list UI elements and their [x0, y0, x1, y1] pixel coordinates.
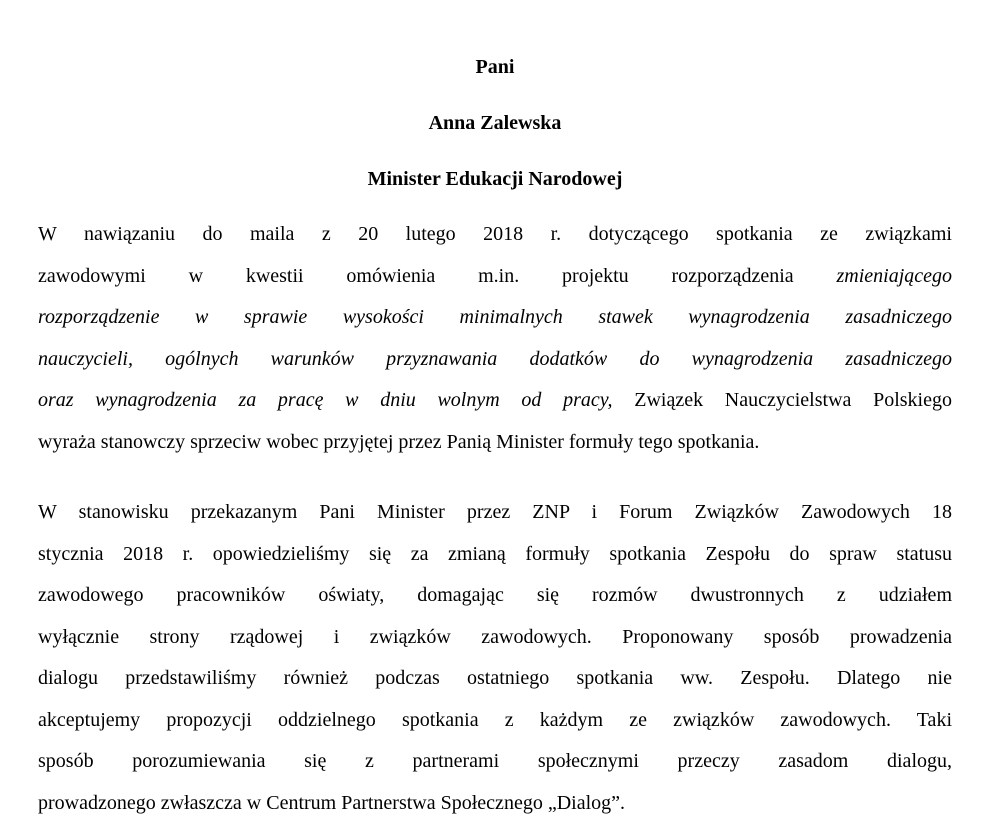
- recipient-title: Minister Edukacji Narodowej: [367, 168, 623, 190]
- paragraph-1-line-4: nauczycieli, ogólnych warunków przyznawania dodatków do wynagrodzenia zasadniczego: [38, 347, 952, 370]
- salutation: Pani: [475, 56, 515, 78]
- paragraph-1-line-2-italic: zmieniającego: [836, 264, 953, 287]
- paragraph-1-line-5: [38, 380, 952, 422]
- paragraph-1-line-2-text: zawodowymi w kwestii omówienia m.in. projektu rozporządzenia: [38, 264, 794, 287]
- paragraph-2-line-7: sposób porozumiewania się z partnerami społecznymi przeczy zasadom dialogu,: [38, 750, 952, 772]
- paragraph-2-line-2: stycznia 2018 r. opowiedzieliśmy się za zmianą formuły spotkania Zespołu do spraw statusu: [38, 542, 952, 565]
- paragraph-2-line-5: dialogu przedstawiliśmy również podczas ostatniego spotkania ww. Zespołu. Dlatego nie: [38, 667, 952, 689]
- paragraph-2-line-6: akceptujemy propozycji oddzielnego spotkania z każdym ze związków zawodowych. Taki: [38, 708, 952, 731]
- paragraph-1-line-6: wyraża stanowczy sprzeciw wobec przyjętej przez Panią Minister formuły tego spotkania.: [38, 430, 760, 453]
- paragraph-2-line-4: wyłącznie strony rządowej i związków zawodowych. Proponowany sposób prowadzenia: [38, 625, 952, 648]
- paragraph-2-line-3: zawodowego pracowników oświaty, domagając się rozmów dwustronnych z udziałem: [38, 584, 952, 606]
- recipient-name: Anna Zalewska: [428, 112, 562, 134]
- paragraph-1-line-5-italic: oraz wynagrodzenia za pracę w dniu wolnym od pracy,: [38, 389, 613, 411]
- paragraph-1-line-1: W nawiązaniu do maila z 20 lutego 2018 r. dotyczącego spotkania ze związkami: [38, 223, 952, 245]
- paragraph-1-line-5-text: Związek Nauczycielstwa Polskiego: [634, 389, 952, 411]
- paragraph-1-line-3: rozporządzenie w sprawie wysokości minimalnych stawek wynagrodzenia zasadniczego: [38, 306, 952, 328]
- paragraph-2-line-1: W stanowisku przekazanym Pani Minister przez ZNP i Forum Związków Zawodowych 18: [38, 501, 952, 523]
- paragraph-1-line-2: [38, 256, 952, 298]
- paragraph-2: [38, 492, 952, 824]
- paragraph-1: [38, 214, 952, 463]
- paragraph-2-line-8: prowadzonego zwłaszcza w Centrum Partnerstwa Społecznego „Dialog”.: [38, 791, 626, 814]
